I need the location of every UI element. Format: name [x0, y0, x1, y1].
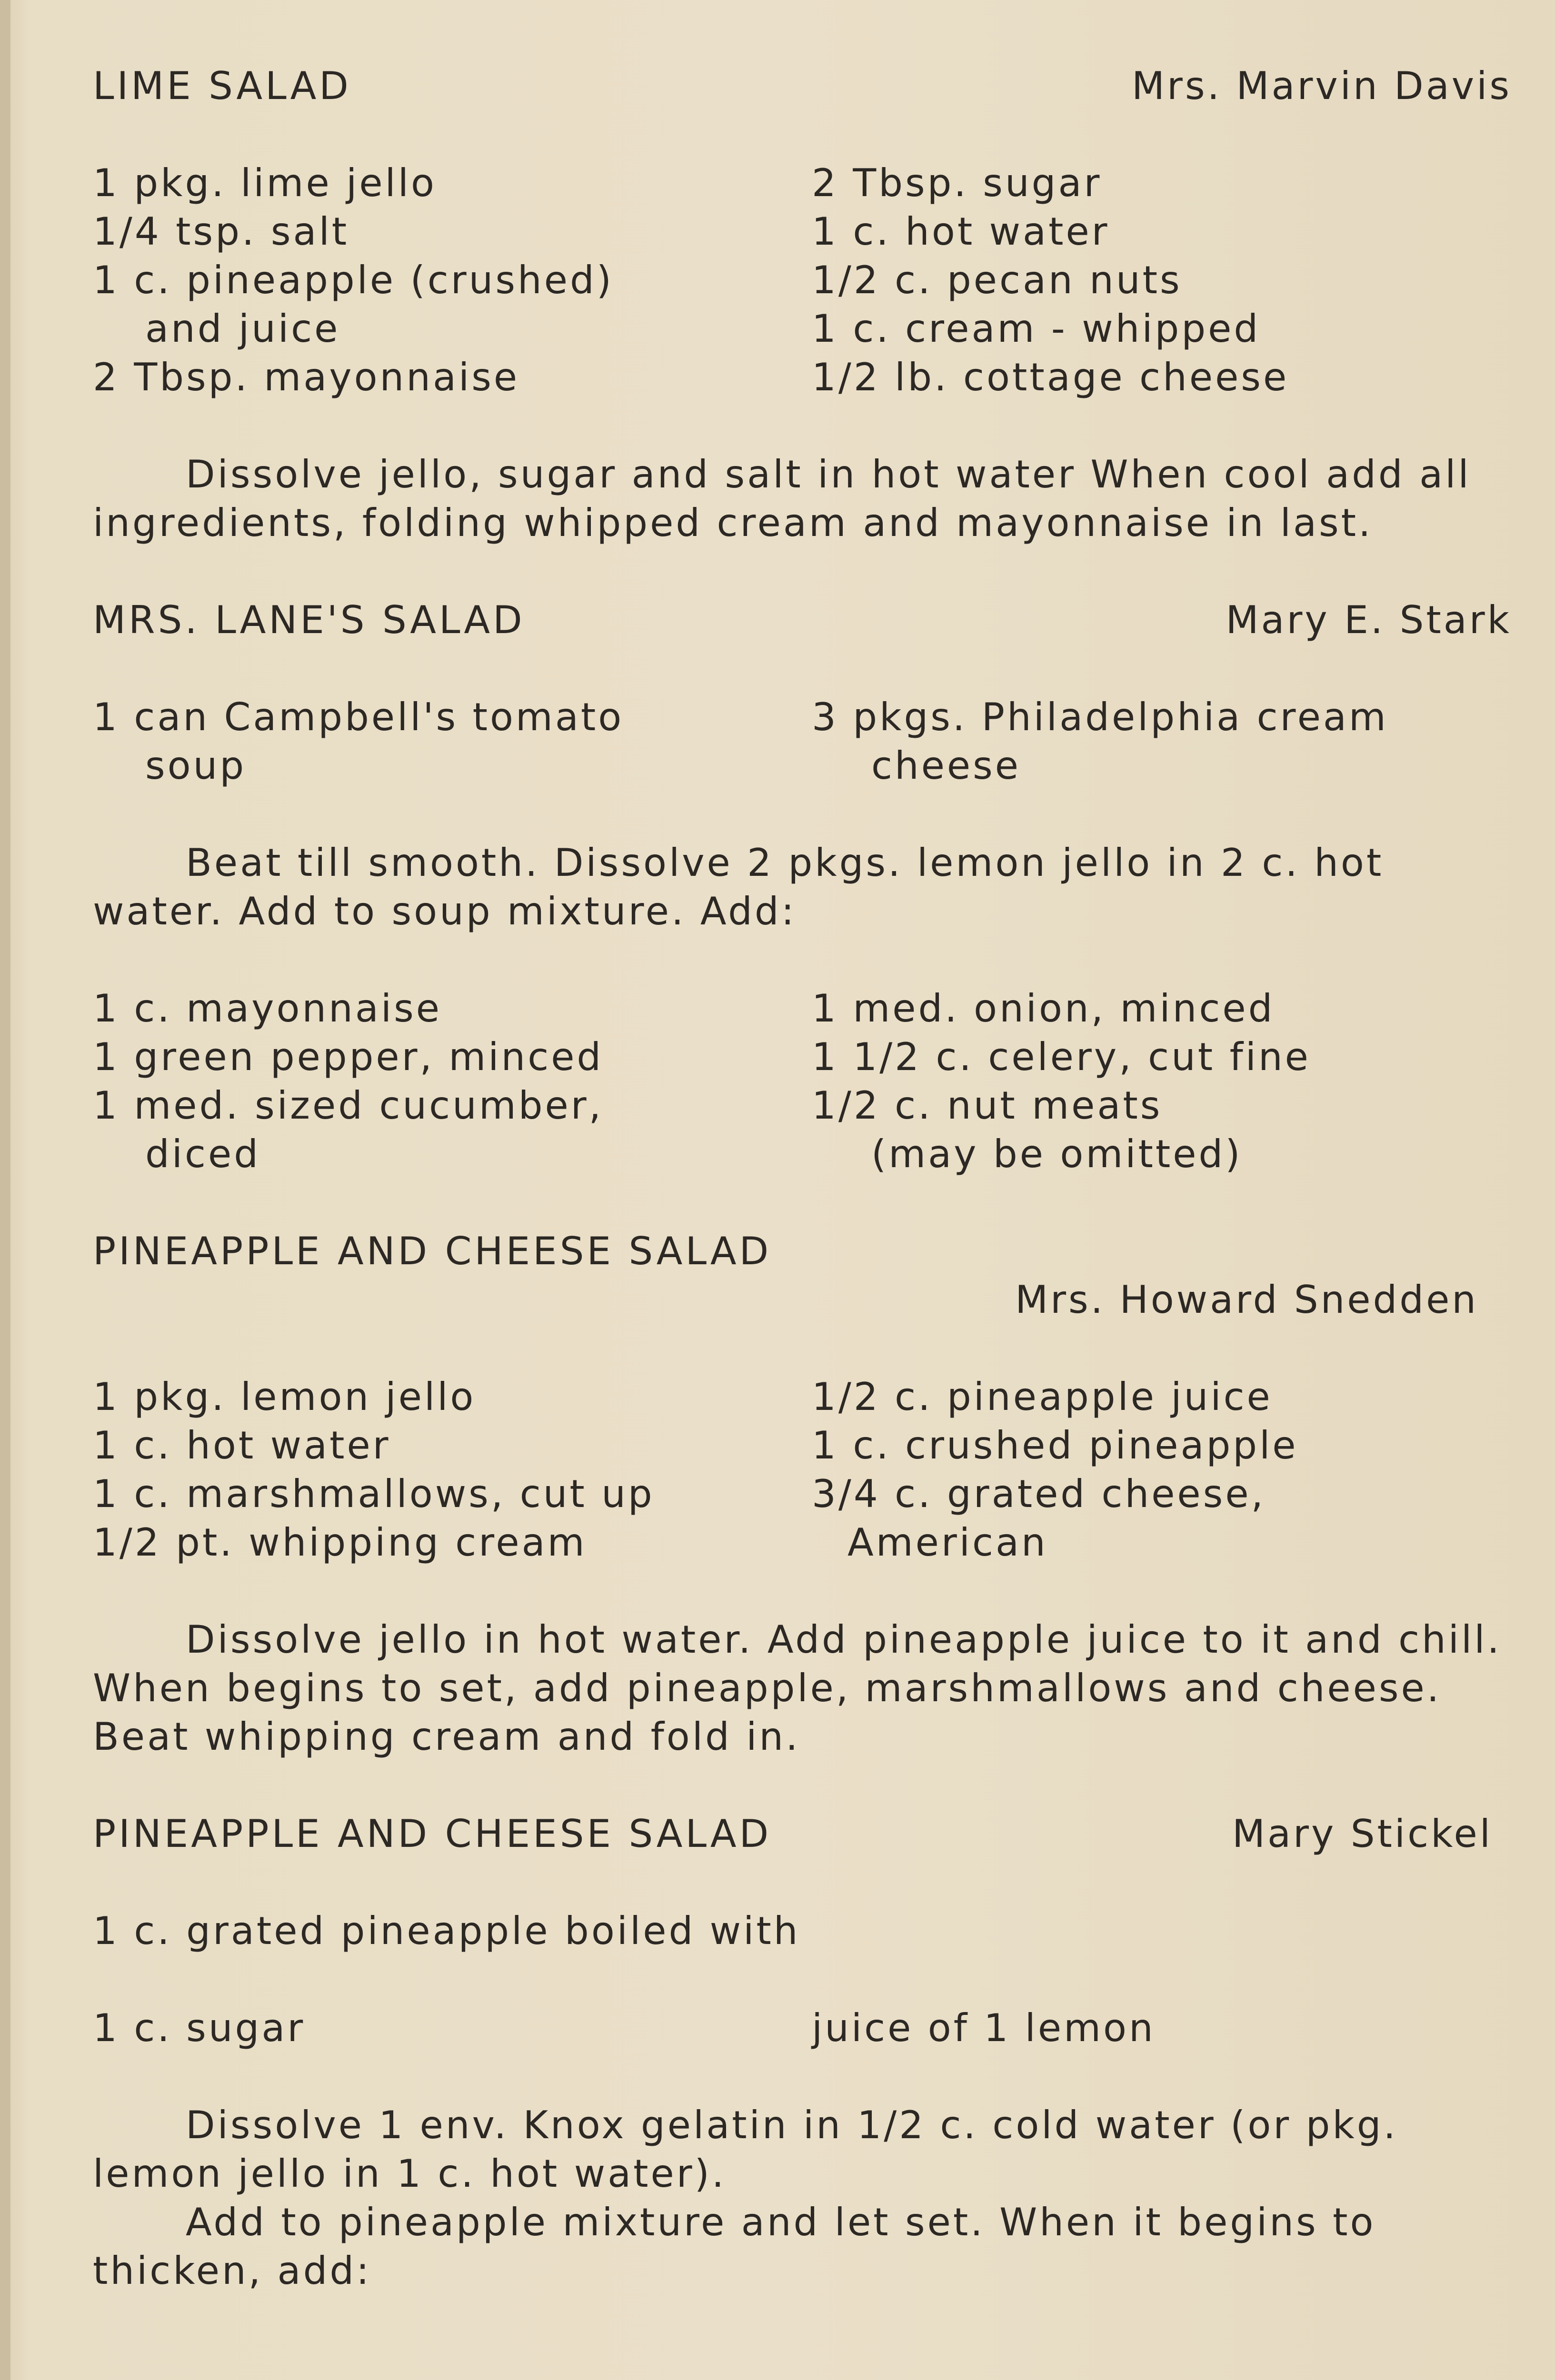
recipe-author: Mary Stickel — [1232, 1812, 1493, 1856]
ingredient: 1 c. sugar — [93, 2006, 306, 2050]
recipe-title: PINEAPPLE AND CHEESE SALAD — [93, 1229, 772, 1273]
ingredient-column-left — [93, 693, 812, 790]
ingredient: 1/2 lb. cottage cheese — [812, 355, 1289, 399]
ingredient: 1 c. crushed pineapple — [812, 1423, 1298, 1468]
ingredient-list-additional — [93, 984, 1512, 1179]
recipe-title: LIME SALAD — [93, 64, 351, 108]
recipe-directions: Dissolve 1 env. Knox gelatin in 1/2 c. cold water (or pkg. lemon jello in 1 c. hot water). — [93, 2103, 1398, 2196]
recipe-directions: Beat till smooth. Dissolve 2 pkgs. lemon jello in 2 c. hot water. Add to soup mixture. Add: — [93, 841, 1384, 933]
ingredient: 1/4 tsp. salt — [93, 209, 349, 254]
recipe-header — [93, 62, 1512, 110]
ingredient: diced — [145, 1132, 260, 1176]
ingredient: cheese — [871, 744, 1021, 788]
recipe-title: MRS. LANE'S SALAD — [93, 598, 525, 642]
ingredient-column-left — [93, 984, 812, 1179]
page-edge — [0, 0, 10, 2380]
ingredient-column-left — [93, 1373, 812, 1567]
ingredient: juice of 1 lemon — [812, 2006, 1156, 2050]
recipe-header — [93, 1810, 1512, 1858]
ingredient: 1 green pepper, minced — [93, 1035, 604, 1079]
ingredient: 1/2 c. nut meats — [812, 1083, 1163, 1128]
ingredient-list — [93, 1373, 1512, 1567]
recipe-title: PINEAPPLE AND CHEESE SALAD — [93, 1812, 772, 1856]
ingredient: 1 pkg. lime jello — [93, 161, 437, 205]
recipe-author: Mrs. Marvin Davis — [1132, 64, 1512, 108]
ingredient-column-left — [93, 2004, 812, 2053]
ingredient: 1 c. grated pineapple boiled with — [93, 1909, 800, 1953]
ingredient: 1 c. hot water — [93, 1423, 391, 1468]
ingredient-list — [93, 693, 1512, 790]
ingredient: 1/2 c. pecan nuts — [812, 258, 1182, 302]
ingredient-column-right — [812, 693, 1502, 790]
ingredient: American — [847, 1520, 1048, 1565]
ingredient: 1 med. sized cucumber, — [93, 1083, 604, 1128]
recipe-header — [93, 1227, 1512, 1324]
recipe-header — [93, 596, 1512, 645]
recipe-directions: Dissolve jello in hot water. Add pineapple juice to it and chill. When begins to set, add pineapple, marshmallows and cheese. Beat whipping cream and fold in. — [93, 1617, 1502, 1759]
recipe-mrs-lanes-salad — [93, 596, 1512, 1179]
ingredient-column-right — [812, 2004, 1502, 2053]
ingredient-column-right — [812, 1373, 1502, 1567]
ingredient: 1/2 c. pineapple juice — [812, 1375, 1273, 1419]
recipe-lime-salad — [93, 62, 1512, 547]
recipe-directions: Dissolve jello, sugar and salt in hot water When cool add all ingredients, folding whipped cream and mayonnaise in last. — [93, 452, 1471, 545]
ingredient: 1 c. cream - whipped — [812, 307, 1261, 351]
ingredient: soup — [145, 744, 247, 788]
ingredient: 3/4 c. grated cheese, — [812, 1472, 1266, 1516]
ingredient-list — [93, 2004, 1512, 2053]
ingredient: 1/2 pt. whipping cream — [93, 1520, 587, 1565]
ingredient-column-left — [93, 159, 812, 402]
ingredient: (may be omitted) — [871, 1132, 1243, 1176]
ingredient: 1 c. hot water — [812, 209, 1110, 254]
ingredient-column-right — [812, 159, 1502, 402]
ingredient: 1 med. onion, minced — [812, 986, 1275, 1031]
ingredient: 2 Tbsp. sugar — [812, 161, 1102, 205]
recipe-pineapple-cheese-salad-snedden — [93, 1227, 1512, 1761]
recipe-author: Mary E. Stark — [1226, 598, 1512, 642]
ingredient: 1 c. mayonnaise — [93, 986, 442, 1031]
recipe-directions: Add to pineapple mixture and let set. When it begins to thicken, add: — [93, 2200, 1376, 2293]
ingredient: 1 1/2 c. celery, cut fine — [812, 1035, 1311, 1079]
ingredient: 2 Tbsp. mayonnaise — [93, 355, 520, 399]
ingredient: 1 c. marshmallows, cut up — [93, 1472, 655, 1516]
ingredient: 3 pkgs. Philadelphia cream — [812, 695, 1388, 739]
ingredient-column-right — [812, 984, 1502, 1179]
ingredient: 1 can Campbell's tomato — [93, 695, 624, 739]
ingredient: 1 c. pineapple (crushed) — [93, 258, 614, 302]
recipe-page-content — [93, 62, 1512, 2295]
recipe-author: Mrs. Howard Snedden — [1015, 1278, 1478, 1322]
ingredient: 1 pkg. lemon jello — [93, 1375, 476, 1419]
recipe-pineapple-cheese-salad-stickel — [93, 1810, 1512, 2295]
ingredient: and juice — [145, 307, 340, 351]
ingredient-list — [93, 159, 1512, 402]
